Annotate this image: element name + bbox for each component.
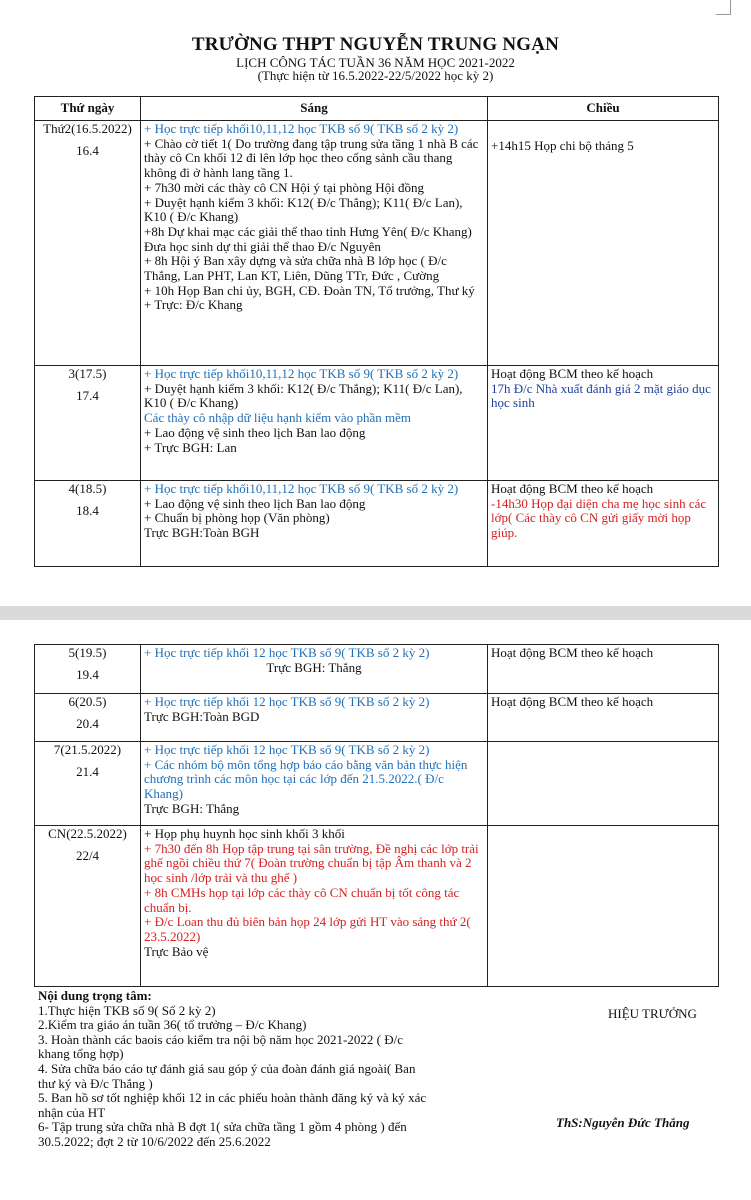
morning-cell [141, 645, 488, 694]
morning-line: + Học trực tiếp khối 12 học TKB số 9( TKB số 2 kỳ 2) [144, 645, 430, 660]
principal-name: ThS:Nguyễn Đức Thắng [556, 1115, 690, 1130]
col-header-afternoon: Chiều [488, 97, 719, 121]
day-cell [35, 742, 141, 826]
lunar-date: 19.4 [76, 666, 99, 682]
table-row [35, 121, 719, 366]
schedule-title: LỊCH CÔNG TÁC TUẦN 36 NĂM HỌC 2021-2022 [236, 55, 515, 70]
afternoon-cell [488, 826, 719, 987]
key-content-section [38, 989, 428, 1150]
lunar-date: 22/4 [75, 847, 100, 863]
morning-line: + Trực: Đ/c Khang [144, 297, 243, 313]
morning-line: + Trực BGH: Lan [144, 439, 237, 455]
morning-line: +8h Dự khai mạc các giải thể thao tỉnh Hưng Yên( Đ/c Khang) Đưa học sinh dự thi giải thể thao Đ/c Nguyên [144, 223, 472, 254]
morning-line: Trực BGH: Thắng [266, 659, 362, 675]
morning-line: + Học trực tiếp khối10,11,12 học TKB số 9( TKB số 2 kỳ 2) [144, 121, 459, 136]
day-cell [35, 645, 141, 694]
morning-line: + Học trực tiếp khối10,11,12 học TKB số 9( TKB số 2 kỳ 2) [144, 481, 459, 496]
morning-cell [141, 826, 488, 987]
morning-line: + Đ/c Loan thu đủ biên bản họp 24 lớp gửi HT vào sáng thứ 2( 23.5.2022) [144, 914, 471, 944]
morning-line: + Lao động vệ sinh theo lịch Ban lao động [144, 424, 366, 440]
morning-line: + 10h Họp Ban chi ủy, BGH, CĐ. Đoàn TN, Tổ trưởng, Thư ký [144, 282, 475, 298]
lunar-date: 17.4 [76, 387, 99, 403]
morning-line: + Lao động vệ sinh theo lịch Ban lao động [144, 495, 366, 511]
schedule-table-part-2 [34, 644, 719, 987]
table-row [35, 645, 719, 694]
table-row [35, 366, 719, 481]
afternoon-cell [488, 481, 719, 567]
morning-line: + 7h30 mời các thày cô CN Hội ý tại phòng Hội đồng [144, 179, 424, 195]
page-separator [0, 606, 751, 620]
afternoon-cell [488, 645, 719, 694]
morning-line: + Chào cờ tiết 1( Do trường đang tập trung sửa tầng 1 nhà B các thày cô Cn khối 12 đi lên lớp học theo cổng sảnh cầu thang không đi ở hành lang tầng 1. [144, 135, 479, 181]
morning-line: + Các nhóm bộ môn tổng hợp báo cáo bằng văn bản thực hiện chương trình các môn học tại các lớp đến 21.5.2022.( Đ/c Khang) [144, 756, 468, 802]
morning-line: + Học trực tiếp khối10,11,12 học TKB số 9( TKB số 2 kỳ 2) [144, 366, 459, 381]
day-cell [35, 121, 141, 366]
afternoon-line: Hoạt động BCM theo kế hoạch [491, 481, 654, 496]
afternoon-cell [488, 694, 719, 742]
morning-line: + 8h CMHs họp tại lớp các thày cô CN chuẩn bị tốt công tác chuẩn bị. [144, 884, 460, 915]
lunar-date: 21.4 [76, 763, 99, 779]
morning-cell [141, 742, 488, 826]
day-cell [35, 366, 141, 481]
day-cell [35, 694, 141, 742]
key-content-item: 1.Thực hiện TKB số 9( Số 2 kỳ 2) [38, 1002, 216, 1018]
table-header-row [35, 97, 719, 121]
day-label: CN(22.5.2022) [48, 826, 127, 841]
lunar-date: 20.4 [76, 715, 99, 731]
morning-line: Trực Bảo vệ [144, 943, 209, 959]
morning-line: Trực BGH:Toàn BGD [144, 708, 260, 724]
morning-line: + Học trực tiếp khối 12 học TKB số 9( TKB số 2 kỳ 2) [144, 742, 430, 757]
afternoon-line: Hoạt động BCM theo kế hoạch [491, 645, 654, 660]
morning-line: + Chuẩn bị phòng họp (Văn phòng) [144, 510, 330, 526]
key-content-item: 6- Tập trung sửa chữa nhà B đợt 1( sửa chữa tầng 1 gồm 4 phòng ) đến 30.5.2022; đợt 2 từ 10/6/2022 đến 25.6.2022 [38, 1119, 407, 1149]
day-cell [35, 481, 141, 567]
lunar-date: 16.4 [76, 142, 99, 158]
morning-line: + Duyệt hạnh kiểm 3 khối: K12( Đ/c Thắng); K11( Đ/c Lan), K10 ( Đ/c Khang) [144, 194, 463, 225]
afternoon-line: -14h30 Họp đại diện cha mẹ học sinh các lớp( Các thày cô CN gửi giấy mời họp giúp. [491, 495, 707, 541]
morning-line: + Họp phụ huynh học sinh khối 3 khối [144, 826, 345, 841]
morning-line: Trực BGH: Thắng [144, 800, 240, 816]
afternoon-cell [488, 366, 719, 481]
day-label: 3(17.5) [68, 366, 107, 381]
afternoon-line: 17h Đ/c Nhà xuất đánh giá 2 mặt giáo dục học sinh [491, 380, 711, 411]
key-content-heading: Nội dung trọng tâm: [38, 988, 152, 1003]
day-label: 4(18.5) [68, 481, 107, 496]
afternoon-line: +14h15 Họp chi bộ tháng 5 [491, 138, 634, 153]
col-header-morning: Sáng [141, 97, 488, 121]
day-label: Thứ2(16.5.2022) [43, 121, 132, 136]
afternoon-cell [488, 121, 719, 366]
key-content-item: 5. Ban hồ sơ tốt nghiệp khối 12 in các phiếu hoàn thành đăng ký và ký xác nhận của HT [38, 1090, 427, 1120]
principal-title: HIỆU TRƯỞNG [608, 1006, 697, 1021]
afternoon-line: Hoạt động BCM theo kế hoạch [491, 366, 654, 381]
school-name: TRƯỜNG THPT NGUYỄN TRUNG NGẠN [191, 34, 560, 55]
morning-line: Các thày cô nhập dữ liệu hạnh kiểm vào phần mềm [144, 410, 411, 426]
day-label: 5(19.5) [68, 645, 107, 660]
table-row [35, 694, 719, 742]
lunar-date: 18.4 [76, 502, 99, 518]
table-row [35, 481, 719, 567]
page-corner-marker [716, 0, 731, 15]
morning-line: Trực BGH:Toàn BGH [144, 525, 260, 541]
day-label: 7(21.5.2022) [53, 742, 122, 757]
afternoon-line: Hoạt động BCM theo kế hoạch [491, 694, 654, 709]
morning-cell [141, 366, 488, 481]
day-cell [35, 826, 141, 987]
col-header-day: Thứ ngày [35, 97, 141, 121]
morning-line: + 8h Hội ý Ban xây dựng và sửa chữa nhà B lớp học ( Đ/c Thắng, Lan PHT, Lan KT, Liên, Dũng TTr, Đức , Cường [144, 253, 447, 284]
key-content-item: 3. Hoàn thành các baois cáo kiểm tra nội bộ năm học 2021-2022 ( Đ/c khang tổng hợp) [38, 1031, 403, 1062]
table-row [35, 742, 719, 826]
key-content-item: 4. Sửa chữa báo cáo tự đánh giá sau góp ý của đoàn đánh giá ngoài( Ban thư ký và Đ/c Thắng ) [38, 1060, 416, 1091]
morning-line: + Học trực tiếp khối 12 học TKB số 9( TKB số 2 kỳ 2) [144, 694, 430, 709]
schedule-period: (Thực hiện từ 16.5.2022-22/5/2022 học kỳ 2) [257, 68, 494, 83]
morning-cell [141, 121, 488, 366]
morning-cell [141, 694, 488, 742]
schedule-table-part-1 [34, 96, 719, 567]
morning-line: + Duyệt hạnh kiểm 3 khối: K12( Đ/c Thắng); K11( Đ/c Lan), K10 ( Đ/c Khang) [144, 380, 463, 411]
morning-line: + 7h30 đến 8h Họp tập trung tại sân trường, Đề nghị các lớp trải ghế ngồi chiều thứ 7( Đoàn trường chuẩn bị tập Âm thanh và 2 học sinh /lớp trải và thu ghế ) [144, 840, 479, 886]
day-label: 6(20.5) [68, 694, 107, 709]
document-page-2 [0, 620, 751, 1200]
table-row [35, 826, 719, 987]
morning-cell [141, 481, 488, 567]
afternoon-cell [488, 742, 719, 826]
key-content-item: 2.Kiểm tra giáo án tuần 36( tổ trưởng – Đ/c Khang) [38, 1017, 307, 1033]
